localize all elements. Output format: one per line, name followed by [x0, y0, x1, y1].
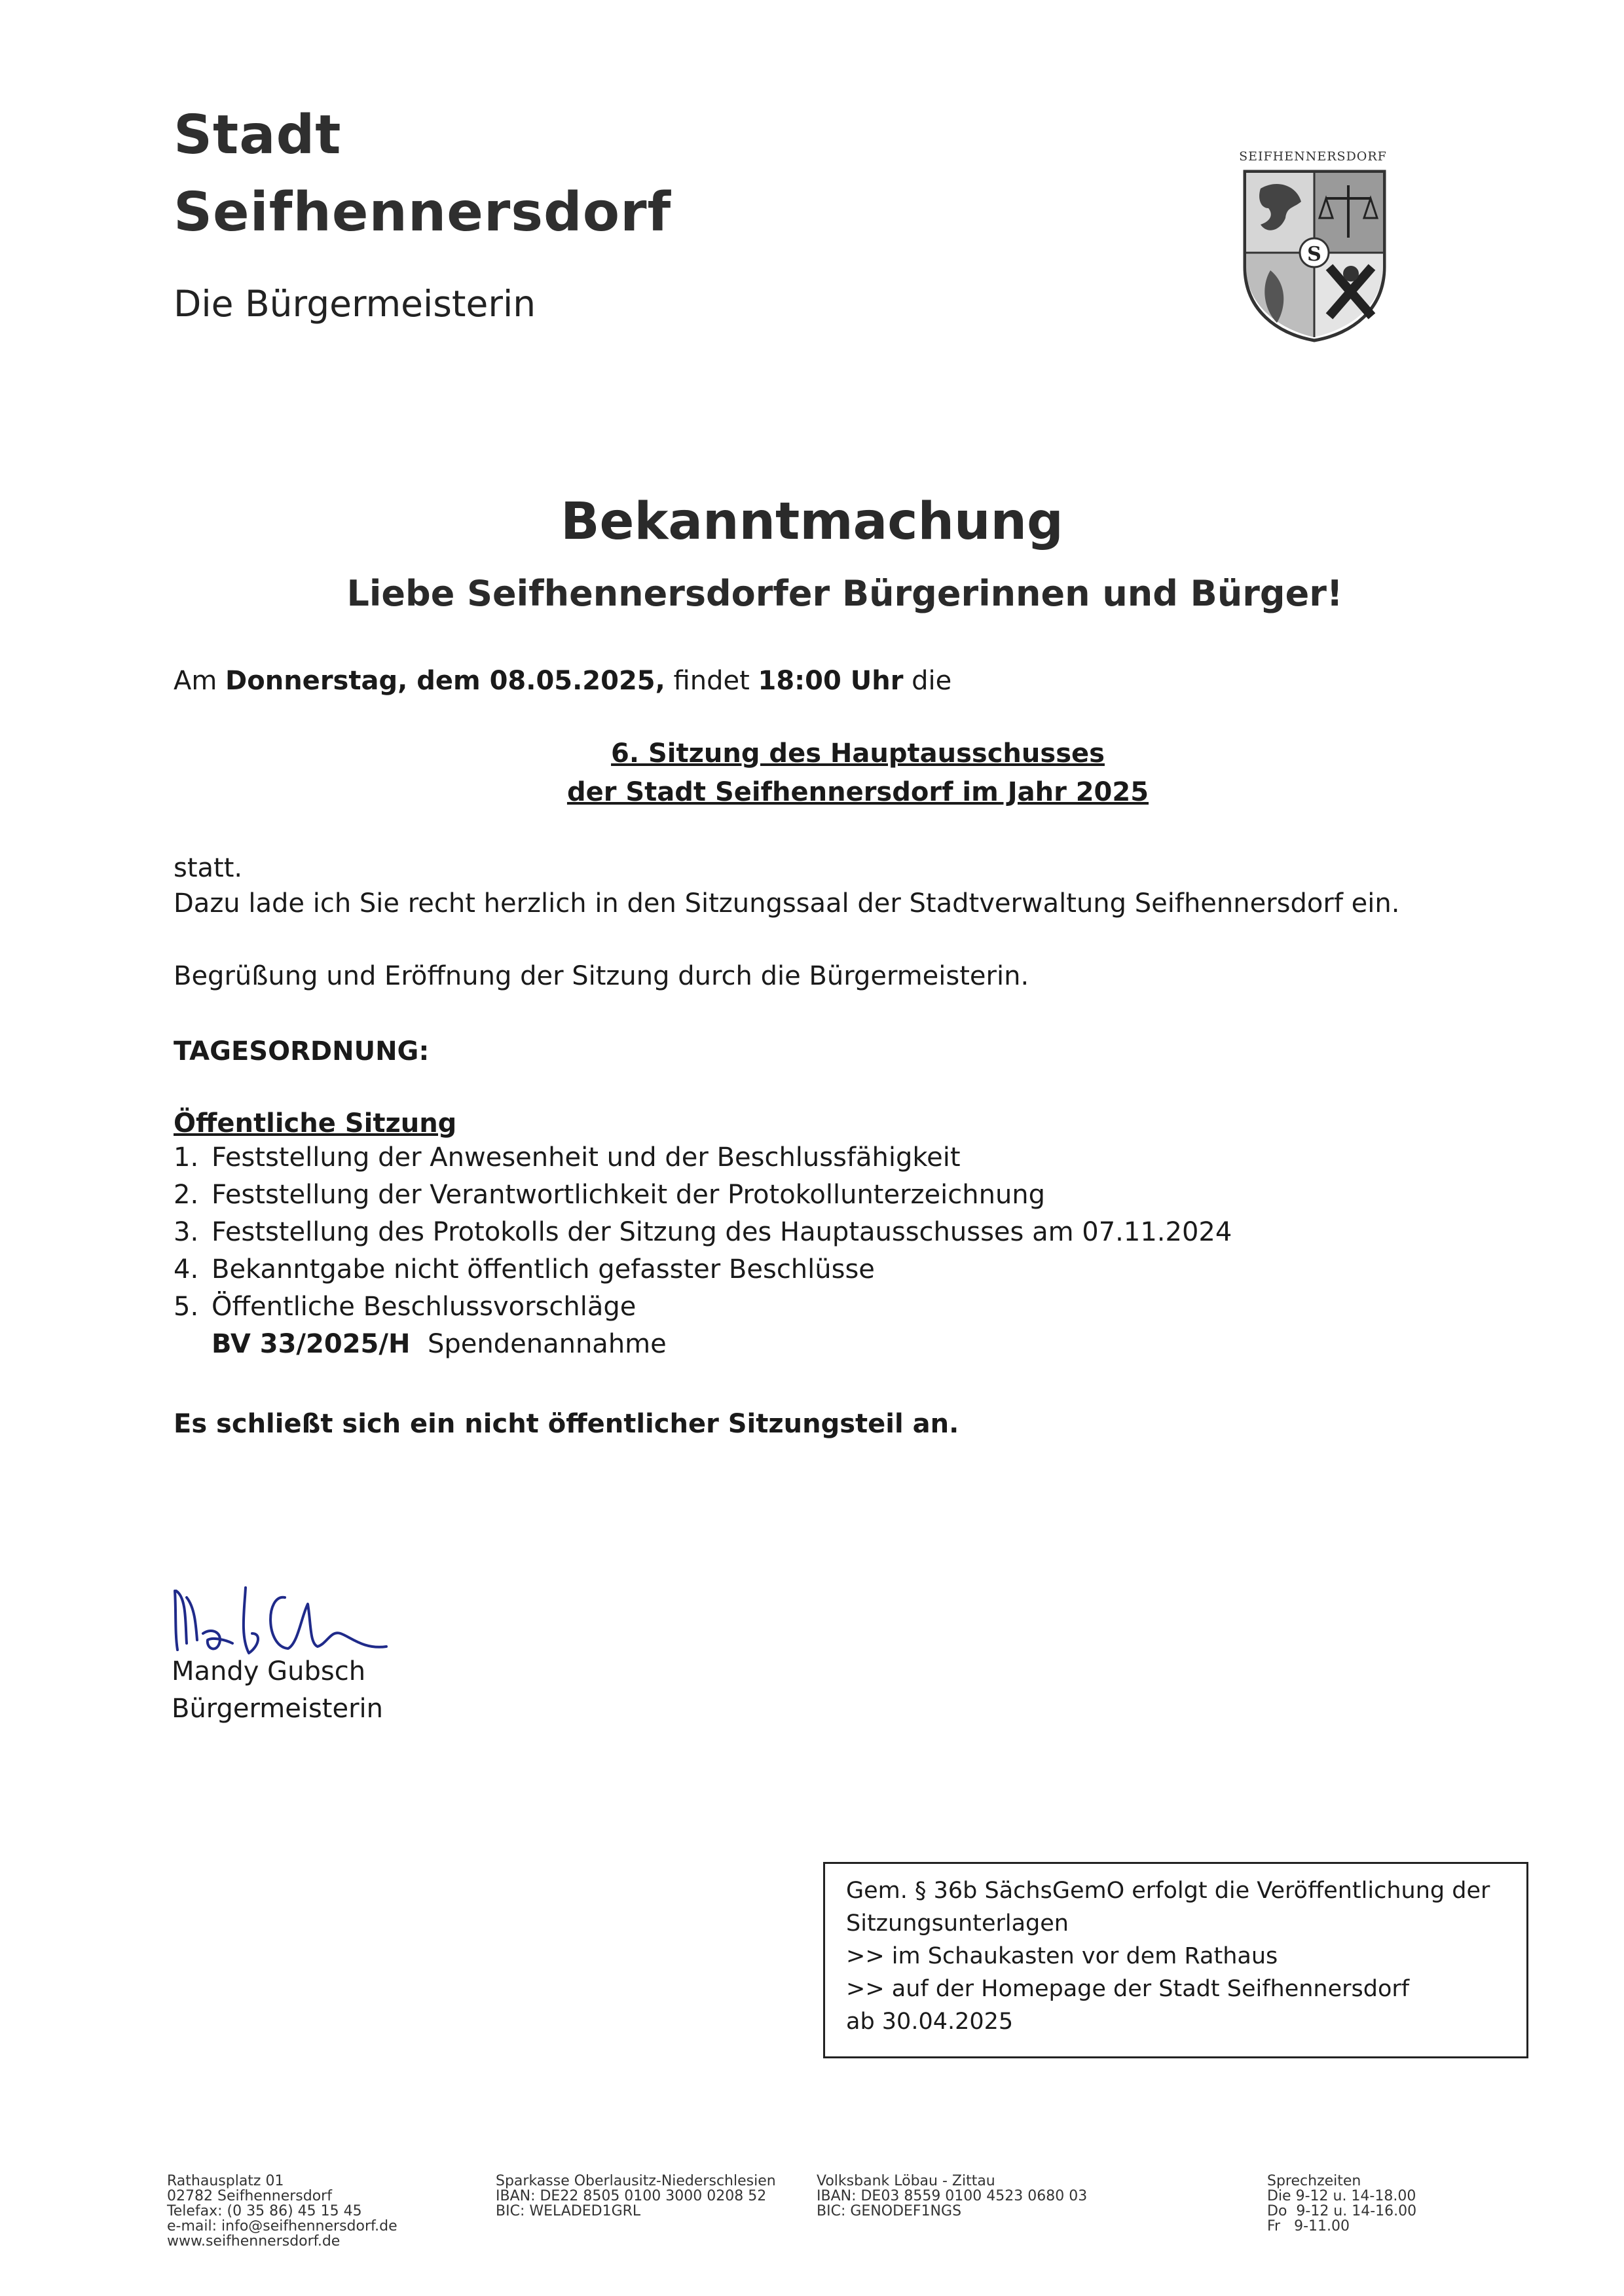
footer-address-street: Rathausplatz 01	[167, 2173, 284, 2189]
page-title: Bekanntmachung	[561, 492, 1063, 551]
meeting-heading-line1: 6. Sitzung des Hauptausschusses	[611, 738, 1105, 769]
signer-name: Mandy Gubsch	[172, 1656, 366, 1686]
page-subtitle: Liebe Seifhennersdorfer Bürgerinnen und Bürger!	[346, 573, 1343, 614]
resolution-item	[212, 1326, 667, 1362]
agenda-item-text: Öffentliche Beschlussvorschläge	[212, 1292, 637, 1322]
publication-notice-box	[823, 1862, 1528, 2058]
footer-address	[167, 2174, 397, 2249]
meeting-date: Donnerstag, dem 08.05.2025,	[225, 666, 665, 696]
intro-part2: findet	[665, 666, 758, 696]
agenda-item	[174, 1251, 1232, 1288]
town-name	[174, 97, 671, 251]
footer-office-hours-line: Die 9-12 u. 14-18.00	[1267, 2188, 1416, 2204]
footer-bank-bic: BIC: GENODEF1NGS	[817, 2203, 962, 2219]
footer-website: www.seifhennersdorf.de	[167, 2233, 341, 2250]
mayor-title: Die Bürgermeisterin	[174, 283, 536, 325]
intro-part1: Am	[174, 666, 226, 696]
statt-text: statt.	[174, 853, 243, 883]
agenda-item-number: 2.	[174, 1180, 199, 1210]
agenda-item-number: 4.	[174, 1254, 199, 1285]
agenda-list	[174, 1139, 1232, 1326]
town-name-line1: Stadt	[174, 104, 342, 166]
agenda-item-number: 3.	[174, 1217, 199, 1247]
agenda-item-text: Bekanntgabe nicht öffentlich gefasster Beschlüsse	[212, 1254, 875, 1285]
agenda-heading: TAGESORDNUNG:	[174, 1036, 430, 1066]
footer-office-hours	[1267, 2174, 1416, 2234]
footer-email: e-mail: info@seifhennersdorf.de	[167, 2218, 397, 2234]
agenda-item-text: Feststellung des Protokolls der Sitzung des Hauptausschusses am 07.11.2024	[212, 1217, 1232, 1247]
intro-paragraph	[174, 663, 951, 699]
meeting-heading-line2: der Stadt Seifhennersdorf im Jahr 2025	[566, 777, 1149, 807]
notice-line2: Sitzungsunterlagen	[846, 1910, 1069, 1937]
footer-bank-bic: BIC: WELADED1GRL	[496, 2203, 641, 2219]
public-session-heading: Öffentliche Sitzung	[174, 1108, 457, 1139]
notice-line3: >> im Schaukasten vor dem Rathaus	[846, 1943, 1278, 1969]
resolution-text: Spendenannahme	[428, 1329, 667, 1359]
footer-bank-sparkasse	[496, 2174, 776, 2219]
footer-office-hours-line: Do 9-12 u. 14-16.00	[1267, 2203, 1417, 2219]
crest-label: SEIFHENNERSDORF	[1239, 149, 1387, 164]
notice-line5: ab 30.04.2025	[846, 2009, 1014, 2035]
meeting-heading	[0, 735, 1624, 812]
meeting-time: 18:00 Uhr	[758, 666, 904, 696]
agenda-item	[174, 1214, 1232, 1251]
footer-bank-iban: IBAN: DE03 8559 0100 4523 0680 03	[817, 2188, 1088, 2204]
footer-bank-iban: IBAN: DE22 8505 0100 3000 0208 52	[496, 2188, 767, 2204]
agenda-item-text: Feststellung der Verantwortlichkeit der Protokollunterzeichnung	[212, 1180, 1046, 1210]
invitation-text: Dazu lade ich Sie recht herzlich in den Sitzungssaal der Stadtverwaltung Seifhennersdorf ein.	[174, 888, 1400, 919]
agenda-item	[174, 1139, 1232, 1176]
footer-bank-volksbank	[817, 2174, 1087, 2219]
agenda-item-number: 1.	[174, 1142, 199, 1173]
footer-address-city: 02782 Seifhennersdorf	[167, 2188, 332, 2204]
agenda-item-number: 5.	[174, 1292, 199, 1322]
footer-office-hours-line: Fr 9-11.00	[1267, 2218, 1350, 2234]
intro-part3: die	[903, 666, 952, 696]
footer-bank-name: Volksbank Löbau - Zittau	[817, 2173, 995, 2189]
agenda-item	[174, 1176, 1232, 1214]
agenda-item-text: Feststellung der Anwesenheit und der Beschlussfähigkeit	[212, 1142, 961, 1173]
footer-bank-name: Sparkasse Oberlausitz-Niederschlesien	[496, 2173, 776, 2189]
signer-role: Bürgermeisterin	[172, 1694, 384, 1724]
notice-line1: Gem. § 36b SächsGemO erfolgt die Veröffentlichung der	[846, 1878, 1490, 1904]
town-name-line2: Seifhennersdorf	[174, 181, 672, 244]
footer-office-hours-title: Sprechzeiten	[1267, 2173, 1361, 2189]
crest-letter: S	[1307, 243, 1321, 266]
agenda-item	[174, 1288, 1232, 1326]
resolution-code: BV 33/2025/H	[212, 1329, 411, 1359]
coat-of-arms-icon	[1241, 169, 1388, 342]
closing-text: Es schließt sich ein nicht öffentlicher Sitzungsteil an.	[174, 1409, 959, 1439]
welcome-text: Begrüßung und Eröffnung der Sitzung durch die Bürgermeisterin.	[174, 961, 1029, 991]
footer-fax: Telefax: (0 35 86) 45 15 45	[167, 2203, 362, 2219]
notice-line4: >> auf der Homepage der Stadt Seifhennersdorf	[846, 1976, 1410, 2002]
